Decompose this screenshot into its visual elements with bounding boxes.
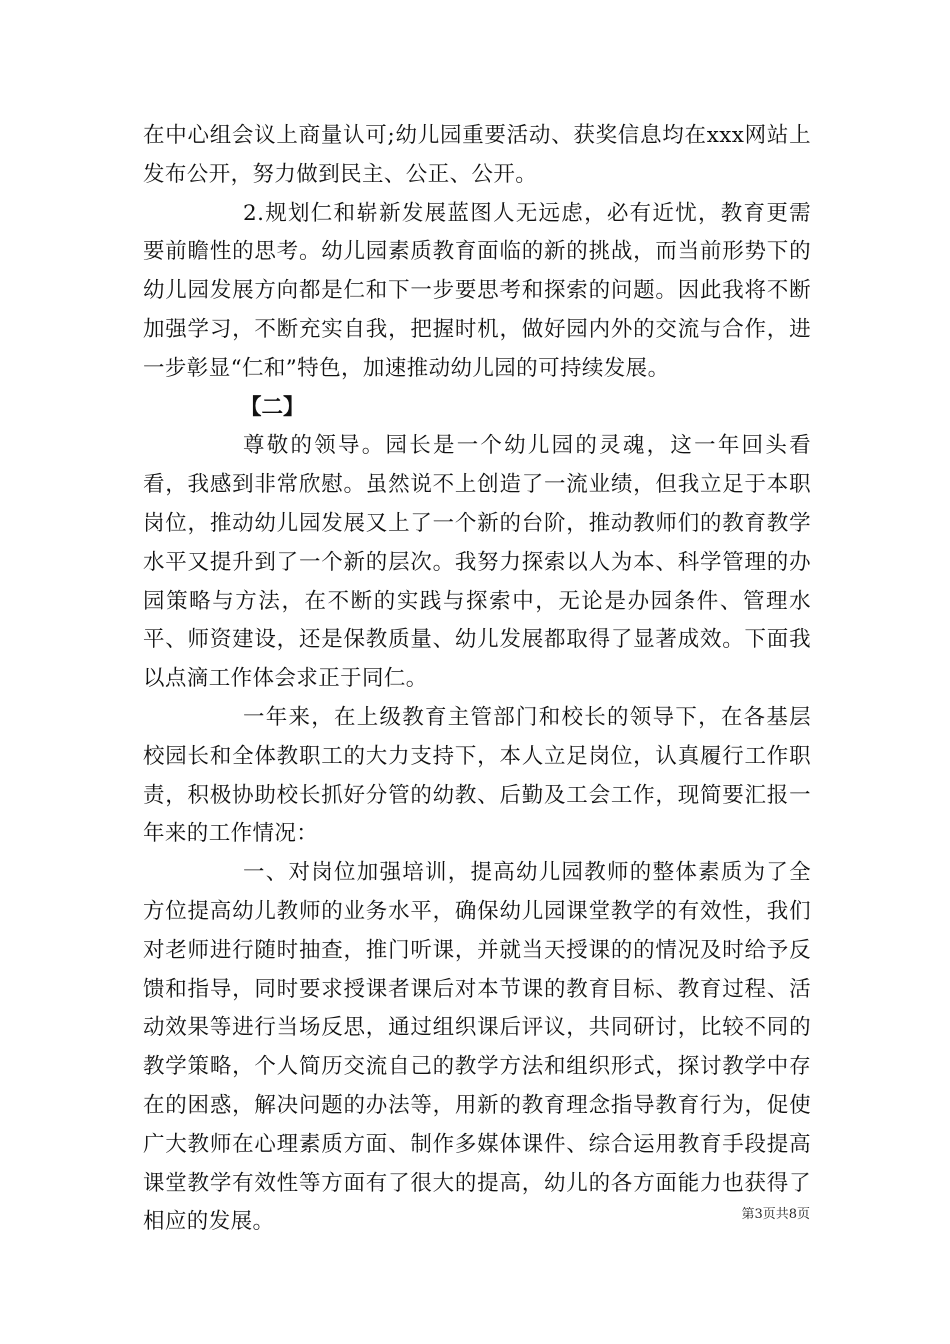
paragraph-continuation: 在中心组会议上商量认可;幼儿园重要活动、获奖信息均在xxx网站上发布公开，努力做到民主、公正、公开。 <box>143 123 811 187</box>
paragraph-training: 一、对岗位加强培训，提高幼儿园教师的整体素质为了全方位提高幼儿教师的业务水平，确保幼儿园课堂教学的有效性，我们对老师进行随时抽查，推门听课，并就当天授课的的情况及时给予反馈和指导，同时要求授课者课后对本节课的教育目标、教育过程、活动效果等进行当场反思，通过组织课后评议，共同研讨，比较不同的教学策略，个人简历交流自己的教学方法和组织形式，探讨教学中存在的困惑，解决问题的办法等，用新的教育理念指导教育行为，促使广大教师在心理素质方面、制作多媒体课件、综合运用教育手段提高课堂教学有效性等方面有了很大的提高，幼儿的各方面能力也获得了相应的发展。 <box>143 860 811 1235</box>
page-number: 第3页共8页 <box>741 1207 810 1222</box>
section-heading: 【二】 <box>240 394 305 420</box>
paragraph-year-review: 一年来，在上级教育主管部门和校长的领导下，在各基层校园长和全体教职工的大力支持下，本人立足岗位，认真履行工作职责，积极协助校长抓好分管的幼教、后勤及工会工作，现简要汇报一年来的工作情况： <box>143 704 811 847</box>
paragraph-intro: 尊敬的领导。园长是一个幼儿园的灵魂，这一年回头看看，我感到非常欣慰。虽然说不上创造了一流业绩，但我立足于本职岗位，推动幼儿园发展又上了一个新的台阶，推动教师们的教育教学水平又提升到了一个新的层次。我努力探索以人为本、科学管理的办园策略与方法，在不断的实践与探索中，无论是办园条件、管理水平、师资建设，还是保教质量、幼儿发展都取得了显著成效。下面我以点滴工作体会求正于同仁。 <box>143 433 811 692</box>
paragraph-plan: 2.规划仁和崭新发展蓝图人无远虑，必有近忧，教育更需要前瞻性的思考。幼儿园素质教育面临的新的挑战，而当前形势下的幼儿园发展方向都是仁和下一步要思考和探索的问题。因此我将不断加强学习，不断充实自我，把握时机，做好园内外的交流与合作，进一步彰显“仁和”特色，加速推动幼儿园的可持续发展。 <box>143 200 811 381</box>
document-body <box>143 117 811 1242</box>
